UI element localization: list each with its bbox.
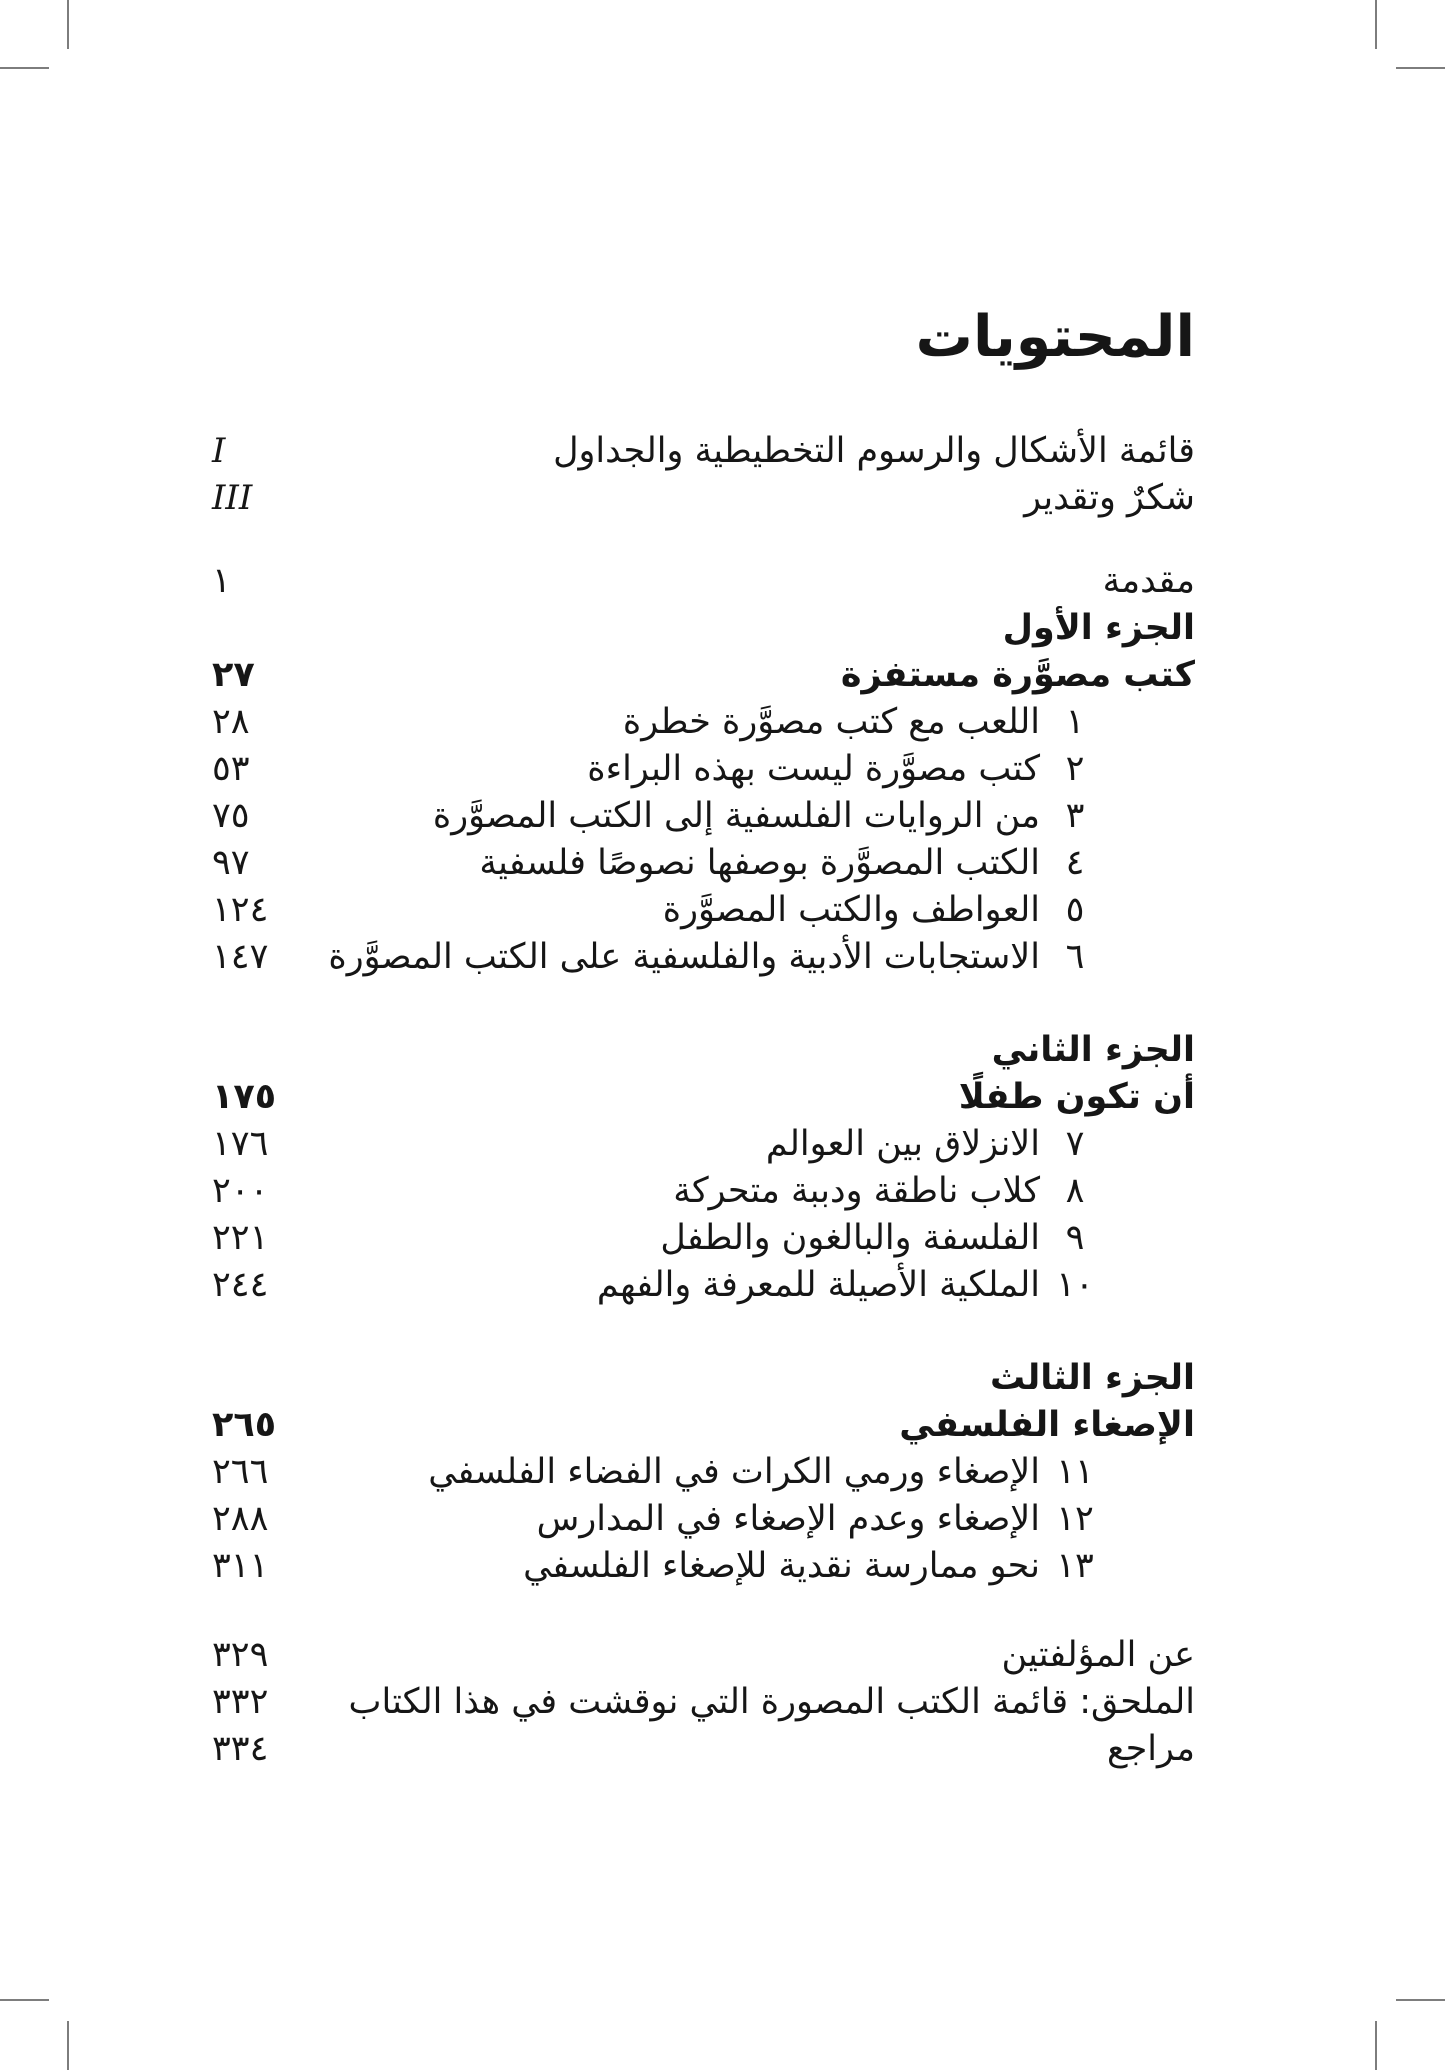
toc-entry-label: الكتب المصوَّرة بوصفها نصوصًا فلسفية	[479, 843, 1040, 883]
toc-entry	[212, 885, 1110, 935]
toc-entry	[212, 1630, 1195, 1680]
toc-entry	[212, 1494, 1110, 1544]
toc-entry	[212, 1119, 1110, 1169]
toc-part-heading	[212, 1353, 1195, 1403]
page-number: ١٤٧	[212, 937, 269, 977]
page-number: ١	[212, 561, 231, 601]
toc-entry	[212, 838, 1110, 888]
toc-entry	[212, 1260, 1110, 1310]
toc-entry	[212, 1447, 1110, 1497]
toc-entry-label: شكرٌ وتقدير	[1024, 478, 1195, 518]
chapter-number: ١٣	[1056, 1546, 1094, 1586]
table-of-contents	[212, 0, 1195, 2070]
page-number: ٢٨	[212, 702, 250, 742]
page-number: ٢٦٦	[212, 1452, 269, 1492]
toc-entry-label: قائمة الأشكال والرسوم التخطيطية والجداول	[553, 431, 1195, 471]
toc-entry-label: الانزلاق بين العوالم	[765, 1124, 1040, 1164]
toc-entry-label: أن تكون طفلًا	[958, 1077, 1195, 1117]
toc-entry	[212, 697, 1110, 747]
toc-entry	[212, 556, 1195, 606]
toc-entry	[212, 1213, 1110, 1263]
page-number: I	[212, 431, 226, 471]
page-number: ٢٦٥	[212, 1405, 277, 1445]
toc-entry-label: عن المؤلفتين	[1001, 1635, 1195, 1675]
page-number: ٥٣	[212, 749, 250, 789]
chapter-number: ٩	[1065, 1218, 1085, 1258]
page-number: ٢٢١	[212, 1218, 269, 1258]
toc-entry-label: الجزء الأول	[1002, 608, 1195, 648]
toc-entry-label: اللعب مع كتب مصوَّرة خطرة	[622, 702, 1040, 742]
page-number: ٣٢٩	[212, 1635, 269, 1675]
toc-entry	[212, 1677, 1195, 1727]
toc-entry-label: نحو ممارسة نقدية للإصغاء الفلسفي	[523, 1546, 1040, 1586]
chapter-number: ٣	[1065, 796, 1085, 836]
toc-entry-label: الفلسفة والبالغون والطفل	[660, 1218, 1040, 1258]
page-number: ٣١١	[212, 1546, 269, 1586]
toc-entry-label: كلاب ناطقة ودببة متحركة	[673, 1171, 1040, 1211]
toc-entry	[212, 791, 1110, 841]
toc-entry-label: مقدمة	[1102, 561, 1195, 601]
chapter-number: ١٠	[1056, 1265, 1094, 1305]
chapter-number: ٥	[1065, 890, 1085, 930]
crop-mark-top-right-vertical-icon	[1375, 0, 1377, 49]
toc-entry-label: من الروايات الفلسفية إلى الكتب المصوَّرة	[432, 796, 1040, 836]
toc-entry-label: الملحق: قائمة الكتب المصورة التي نوقشت في هذا الكتاب	[348, 1682, 1195, 1722]
toc-part-title	[212, 650, 1195, 700]
crop-mark-top-left-horizontal-icon	[0, 67, 49, 69]
toc-entry-label: كتب مصوَّرة مستفزة	[840, 655, 1195, 695]
toc-entry-label: مراجع	[1106, 1729, 1195, 1769]
toc-part-heading	[212, 1025, 1195, 1075]
page-number: ٧٥	[212, 796, 250, 836]
page-number: ١٢٤	[212, 890, 269, 930]
toc-entry-label: العواطف والكتب المصوَّرة	[662, 890, 1040, 930]
toc-entry-label: الجزء الثاني	[991, 1030, 1195, 1070]
toc-entry-label: الإصغاء وعدم الإصغاء في المدارس	[536, 1499, 1040, 1539]
crop-mark-top-right-horizontal-icon	[1396, 67, 1445, 69]
page-number: ١٧٥	[212, 1077, 277, 1117]
toc-entry	[212, 1724, 1195, 1774]
toc-entry-label: الإصغاء الفلسفي	[899, 1405, 1195, 1445]
toc-entry-label: الملكية الأصيلة للمعرفة والفهم	[596, 1265, 1040, 1305]
toc-entry	[212, 744, 1110, 794]
chapter-number: ١٢	[1056, 1499, 1094, 1539]
crop-mark-bottom-left-horizontal-icon	[0, 1999, 49, 2001]
chapter-number: ٤	[1065, 843, 1085, 883]
page-number: III	[212, 478, 253, 518]
crop-mark-top-left-vertical-icon	[67, 0, 69, 49]
page-number: ٢٤٤	[212, 1265, 269, 1305]
chapter-number: ٦	[1065, 937, 1085, 977]
toc-part-title	[212, 1400, 1195, 1450]
toc-part-heading	[212, 603, 1195, 653]
toc-entry	[212, 1541, 1110, 1591]
chapter-number: ١١	[1056, 1452, 1094, 1492]
toc-entry	[212, 1166, 1110, 1216]
toc-part-title	[212, 1072, 1195, 1122]
page-number: ٣٣٢	[212, 1682, 269, 1722]
crop-mark-bottom-left-vertical-icon	[67, 2021, 69, 2070]
chapter-number: ٢	[1065, 749, 1085, 789]
page-number: ٣٣٤	[212, 1729, 269, 1769]
toc-entry	[212, 473, 1195, 523]
toc-entry-label: الاستجابات الأدبية والفلسفية على الكتب المصوَّرة	[328, 937, 1040, 977]
crop-mark-bottom-right-vertical-icon	[1375, 2021, 1377, 2070]
page-title: المحتويات	[915, 304, 1195, 370]
toc-entry-label: كتب مصوَّرة ليست بهذه البراءة	[587, 749, 1040, 789]
page-number: ٢٨٨	[212, 1499, 269, 1539]
toc-entry-label: الإصغاء ورمي الكرات في الفضاء الفلسفي	[428, 1452, 1040, 1492]
crop-mark-bottom-right-horizontal-icon	[1396, 1999, 1445, 2001]
chapter-number: ٨	[1065, 1171, 1085, 1211]
chapter-number: ١	[1065, 702, 1085, 742]
page-number: ٩٧	[212, 843, 250, 883]
page-number: ٢٠٠	[212, 1171, 269, 1211]
toc-entry	[212, 426, 1195, 476]
toc-entry-label: الجزء الثالث	[990, 1358, 1195, 1398]
page-number: ٢٧	[212, 655, 255, 695]
toc-entry	[212, 932, 1110, 982]
page-number: ١٧٦	[212, 1124, 269, 1164]
chapter-number: ٧	[1065, 1124, 1085, 1164]
